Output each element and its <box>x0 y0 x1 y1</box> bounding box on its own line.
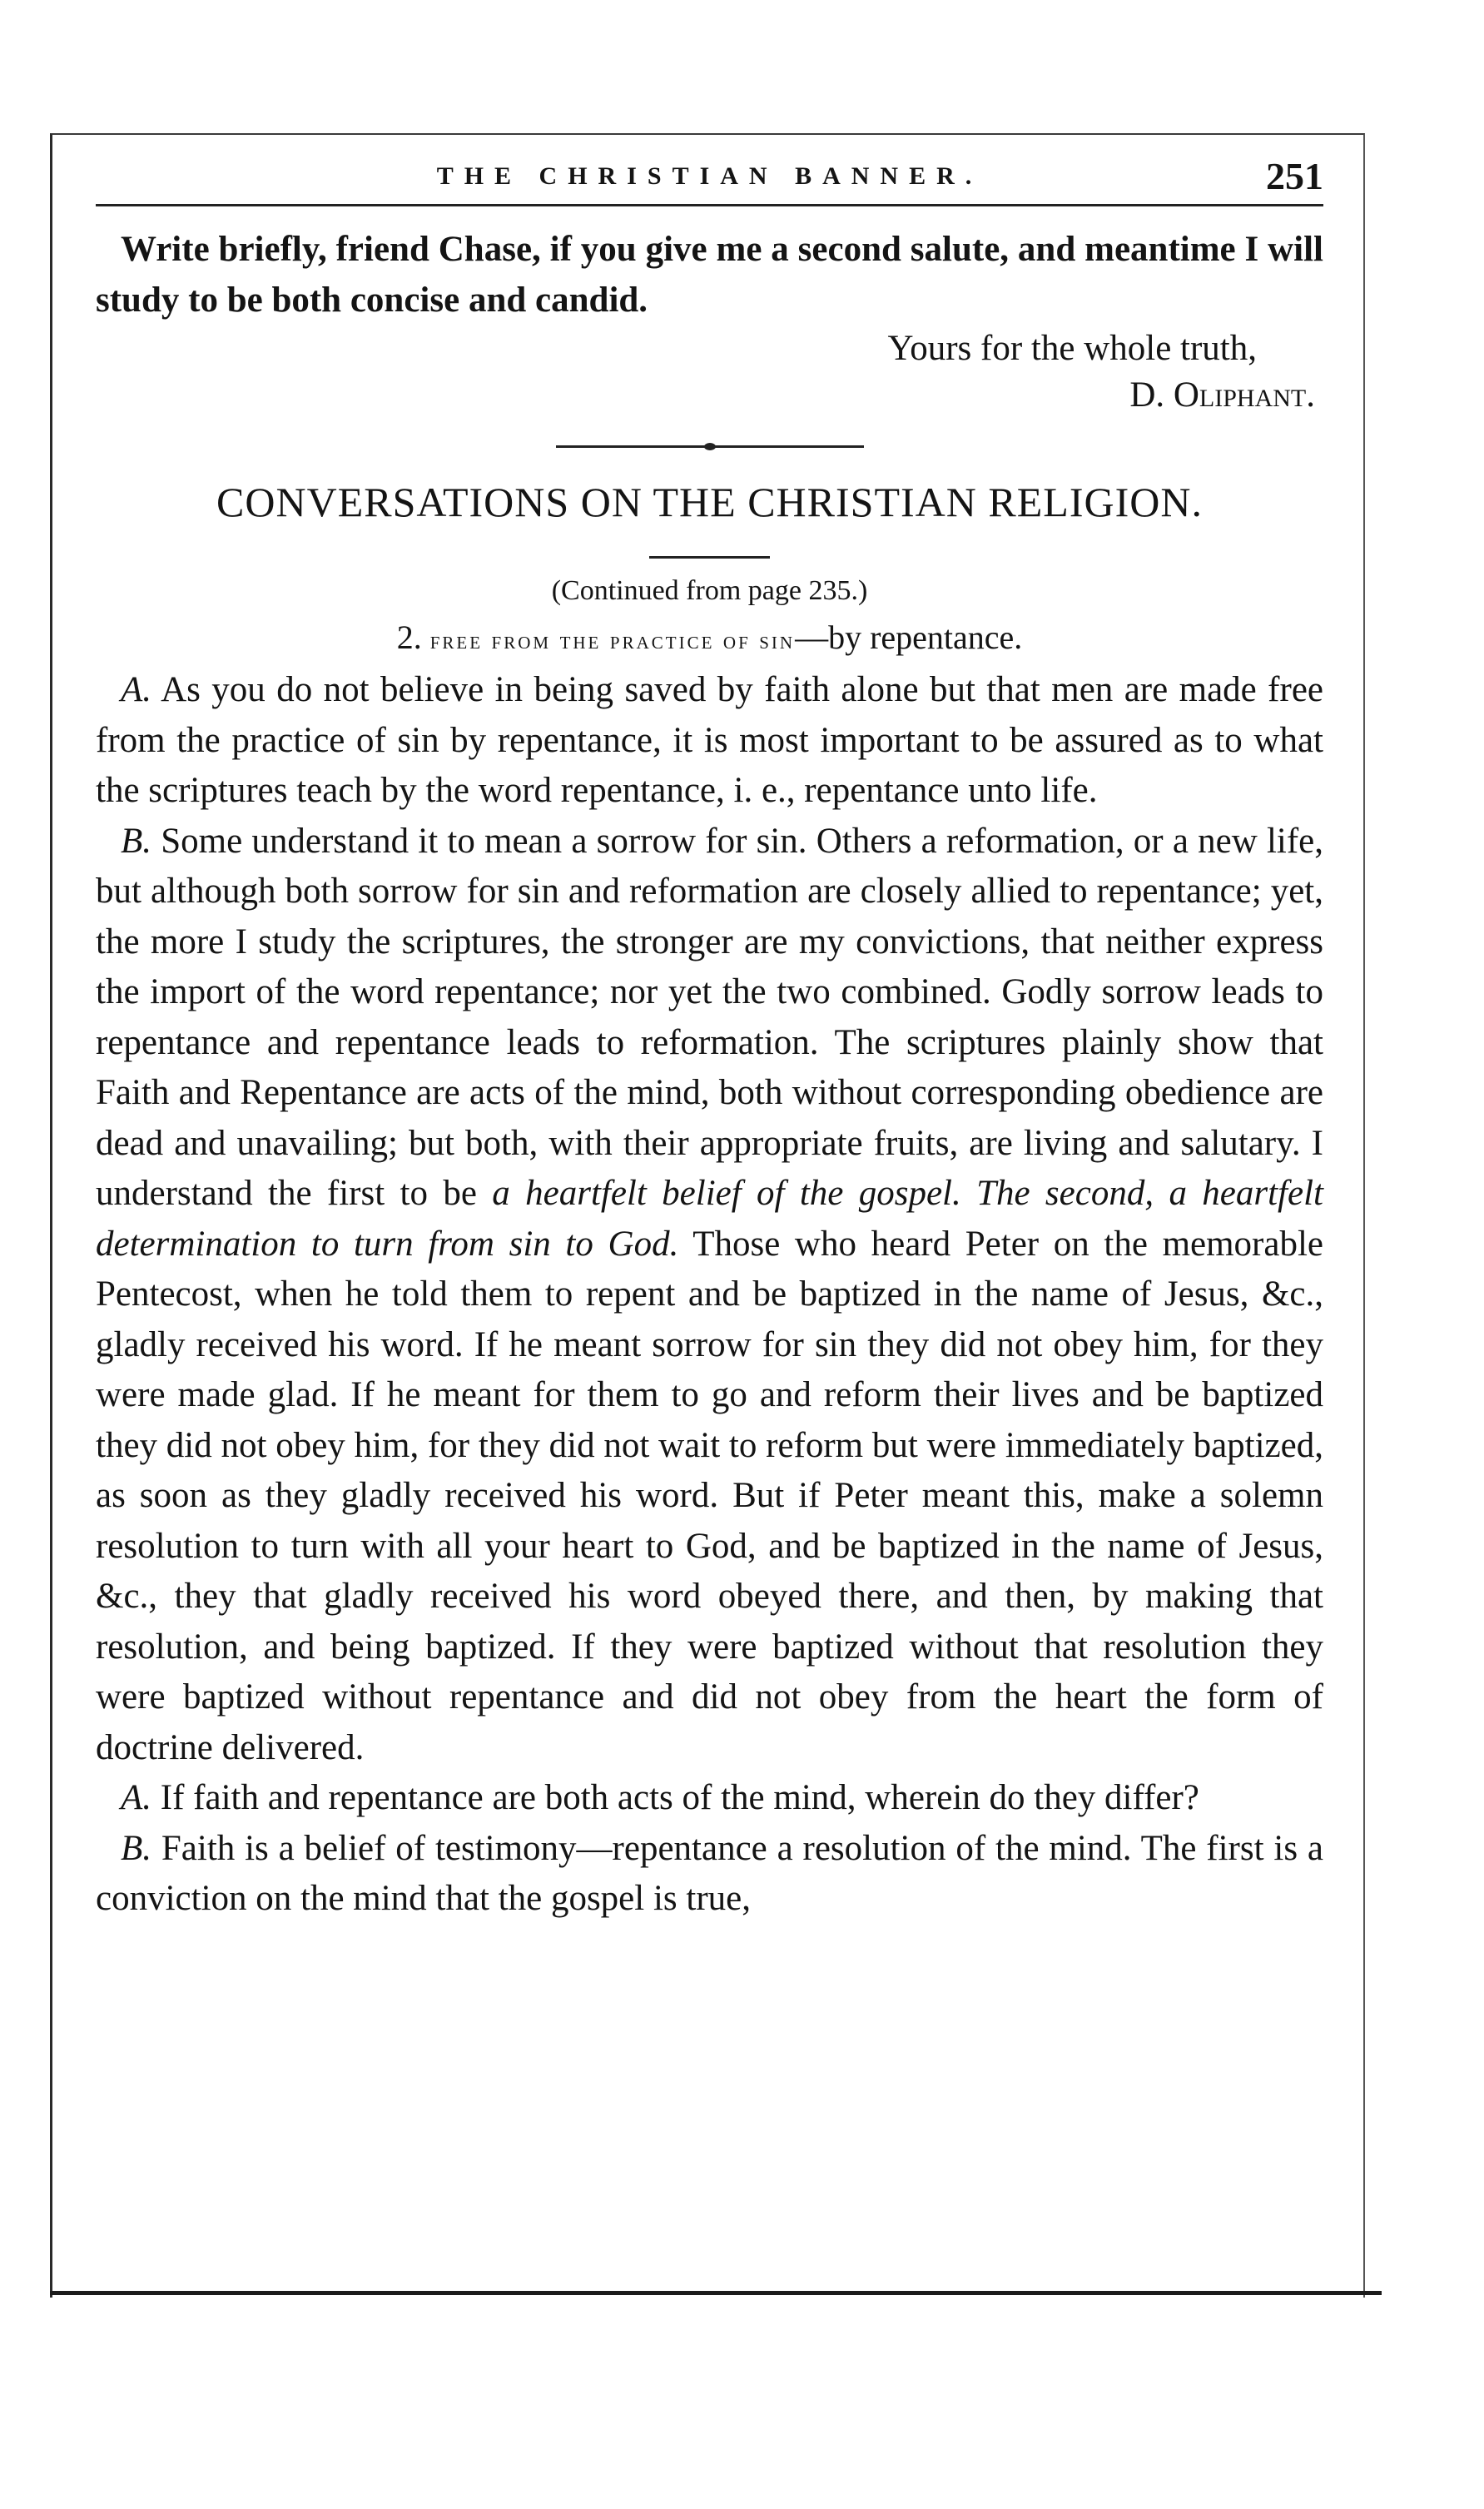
page-content <box>96 154 1323 1925</box>
paragraph-4 <box>96 1824 1323 1925</box>
speaker-label: A. <box>121 1778 152 1817</box>
letter-text: Write briefly, friend Chase, if you give me a second salute, and meantime I will study to be both concise and candid. <box>96 230 1323 320</box>
page-number: 251 <box>1266 155 1323 197</box>
section-divider <box>556 445 864 448</box>
paragraph-1 <box>96 665 1323 817</box>
paragraph-3 <box>96 1773 1323 1824</box>
speaker-label: B. <box>121 1828 152 1868</box>
letter-signature <box>96 372 1323 419</box>
signature-name: Oliphant. <box>1173 375 1315 415</box>
paragraph-text: Some understand it to mean a sorrow for sin. Others a reformation, or a new life, but although both sorrow for sin and reformation are closely allied to repentance; yet, the more I study the scriptures, the stronger are my convictions, that neither express the import of the word repentance; nor yet the two combined. Godly sorrow leads to repentance and repentance leads to reformation. The scriptures plainly show that Faith and Repentance are acts of the mind, both without corresponding obedience are dead and unavailing; but both, with their appropriate fruits, are living and salutary. I understand the first to be <box>96 821 1324 1213</box>
section-heading <box>96 614 1323 665</box>
running-head <box>96 154 1323 206</box>
speaker-label: A. <box>121 670 152 709</box>
continued-note: (Continued from page 235.) <box>551 575 868 606</box>
paragraph-text: As you do not believe in being saved by faith alone but that men are made free from the practice of sin by repentance, it is most important to be assured as to what the scriptures teach by the word repentance, i. e., repentance unto life. <box>96 670 1323 810</box>
section-title: free from the practice of sin <box>429 627 796 654</box>
paragraph-text: Faith is a belief of testimony—repentance a resolution of the mind. The first is a conviction on the mind that the gospel is true, <box>96 1828 1323 1918</box>
section-number: 2. <box>396 619 422 656</box>
signature-initial: D. <box>1129 375 1165 415</box>
paragraph-text-cont: Those who heard Peter on the memorable Pentecost, when he told them to repent and be baptized in the name of Jesus, &c., gladly received his word. If he meant sorrow for sin they did not obey him, for they were made glad. If he meant for them to go and reform their lives and be baptized they did not obey him, for they did not wait to reform but were immediately baptized, as soon as they gladly received his word. But if Peter meant this, make a solemn resolution to turn with all your heart to God, and be baptized in the name of Jesus, &c., they that gladly received his word obeyed there, and then, by making that resolution, and being baptized. If they were baptized without that resolution they were baptized without repentance and did not obey from the heart the form of doctrine delivered. <box>96 1224 1323 1767</box>
letter-closing: Yours for the whole truth, <box>887 329 1257 368</box>
running-title: THE CHRISTIAN BANNER. <box>436 162 983 190</box>
section-tail: —by repentance. <box>795 619 1023 656</box>
paragraph-italic: a heartfelt belief of the gospel. The second, a heartfelt determination to turn from sin to God. <box>96 1174 1323 1264</box>
speaker-label: B. <box>121 821 152 861</box>
paragraph-2 <box>96 817 1323 1774</box>
divider-dot <box>704 443 716 450</box>
paragraph-text: If faith and repentance are both acts of the mind, wherein do they differ? <box>160 1778 1199 1817</box>
article-title: CONVERSATIONS ON THE CHRISTIAN RELIGION. <box>216 479 1203 525</box>
page-frame-bottom <box>50 2291 1382 2295</box>
